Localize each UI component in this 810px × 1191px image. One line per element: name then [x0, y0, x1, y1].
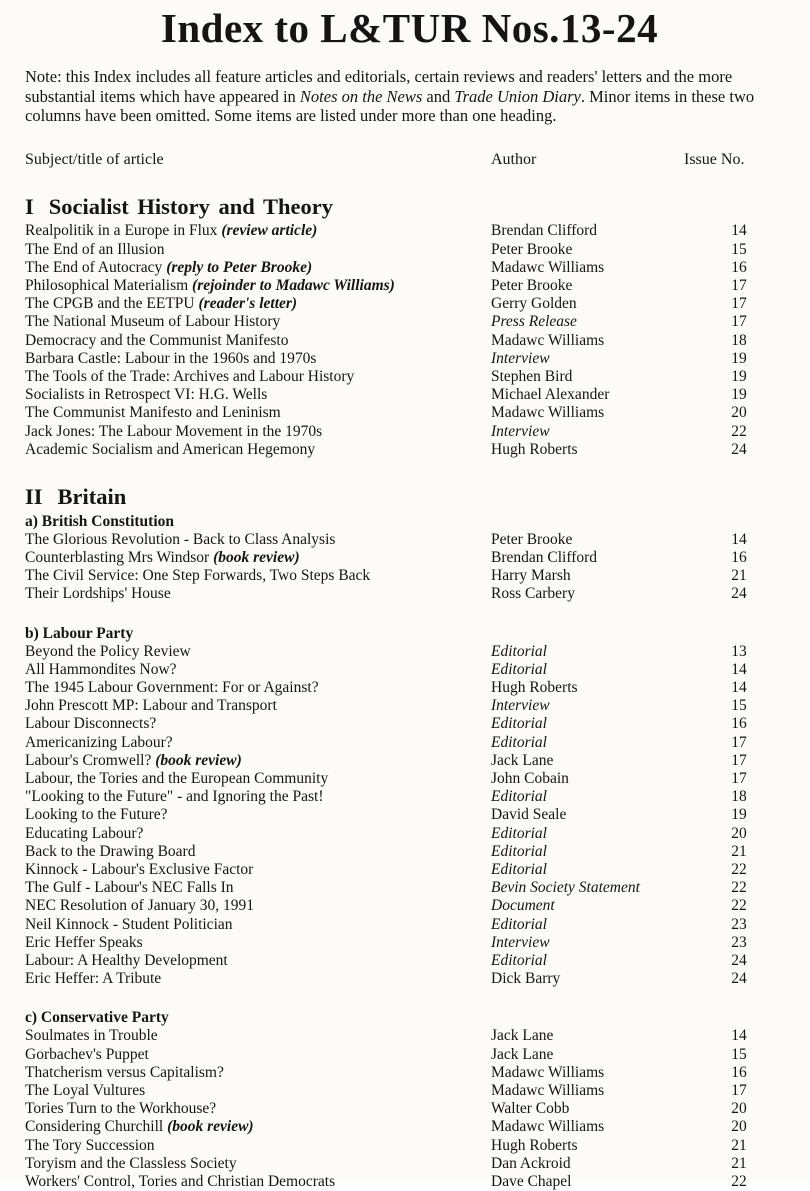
- article-author: Interview: [491, 349, 550, 367]
- index-row: [25, 1118, 794, 1136]
- article-issue: 23: [731, 933, 747, 951]
- article-title: Toryism and the Classless Society: [25, 1154, 237, 1172]
- article-author: Jack Lane: [491, 1045, 554, 1063]
- article-title: Barbara Castle: Labour in the 1960s and 1970s: [25, 349, 317, 367]
- index-row: [25, 970, 794, 988]
- article-author: Madawc Williams: [491, 258, 605, 276]
- article-title: Looking to the Future?: [25, 806, 168, 824]
- article-issue: 24: [731, 585, 747, 603]
- index-row: [25, 1027, 794, 1045]
- article-author: Peter Brooke: [491, 276, 573, 294]
- column-header-row: [25, 151, 794, 169]
- index-row: [25, 259, 794, 277]
- article-author: Madawc Williams: [491, 1082, 605, 1100]
- index-row: [25, 697, 794, 715]
- article-issue: 19: [731, 806, 747, 824]
- index-row: [25, 934, 794, 952]
- section-name: Socialist History and Theory: [48, 193, 333, 219]
- article-issue: 19: [731, 349, 747, 367]
- article-title: The Communist Manifesto and Leninism: [25, 404, 281, 422]
- article-author: Editorial: [491, 824, 547, 842]
- article-title: Considering Churchill (book review): [25, 1118, 254, 1136]
- index-row: [25, 1173, 794, 1191]
- article-title: Workers' Control, Tories and Christian Democrats: [25, 1173, 336, 1191]
- article-author: Editorial: [491, 733, 547, 751]
- article-title: Back to the Drawing Board: [25, 842, 196, 860]
- index-row: [25, 386, 794, 404]
- section-number: II: [25, 483, 43, 509]
- column-header-subject: Subject/title of article: [25, 150, 164, 168]
- article-issue: 17: [731, 276, 747, 294]
- article-author: Dan Ackroid: [491, 1154, 571, 1172]
- article-author: Jack Lane: [491, 751, 554, 769]
- article-issue: 15: [731, 240, 747, 258]
- article-issue: 24: [731, 952, 747, 969]
- article-title-note: (reply to Peter Brooke): [166, 258, 313, 276]
- article-issue: 14: [731, 678, 747, 696]
- article-title: Soulmates in Trouble: [25, 1027, 158, 1045]
- index-row: [25, 897, 794, 915]
- article-author: Hugh Roberts: [491, 1136, 578, 1154]
- article-issue: 14: [731, 530, 747, 548]
- column-header-author: Author: [491, 150, 537, 168]
- article-author: Press Release: [491, 313, 577, 331]
- article-issue: 16: [731, 715, 747, 733]
- index-row: [25, 585, 794, 603]
- article-issue: 21: [731, 1154, 747, 1172]
- article-author: Document: [491, 897, 555, 915]
- index-group: [25, 513, 794, 604]
- article-author: Interview: [491, 933, 550, 951]
- index-row: [25, 879, 794, 897]
- index-row: [25, 952, 794, 970]
- article-issue: 18: [731, 788, 747, 806]
- index-row: [25, 661, 794, 679]
- article-author: Editorial: [491, 660, 547, 678]
- article-author: Editorial: [491, 842, 547, 860]
- article-title: Labour, the Tories and the European Community: [25, 769, 329, 787]
- index-row: [25, 1100, 794, 1118]
- article-title: The Tools of the Trade: Archives and Labour History: [25, 367, 355, 385]
- article-title: Labour Disconnects?: [25, 715, 157, 733]
- index-group: [25, 625, 794, 989]
- index-row: [25, 752, 794, 770]
- article-title: The End of an Illusion: [25, 240, 165, 258]
- article-title: Tories Turn to the Workhouse?: [25, 1100, 217, 1118]
- article-title: Beyond the Policy Review: [25, 642, 191, 660]
- index-row: [25, 643, 794, 661]
- article-issue: 20: [731, 824, 747, 842]
- article-author: Brendan Clifford: [491, 548, 598, 566]
- article-title: The Loyal Vultures: [25, 1082, 146, 1100]
- index-row: [25, 423, 794, 441]
- article-issue: 17: [731, 769, 747, 787]
- article-title: The National Museum of Labour History: [25, 313, 281, 331]
- article-issue: 21: [731, 842, 747, 860]
- index-row: [25, 531, 794, 549]
- article-title: Kinnock - Labour's Exclusive Factor: [25, 860, 254, 878]
- note-segment: and: [422, 86, 455, 106]
- index-row: [25, 861, 794, 879]
- article-issue: 22: [731, 860, 747, 878]
- article-author: John Cobain: [491, 769, 569, 787]
- article-title: "Looking to the Future" - and Ignoring the Past!: [25, 788, 324, 806]
- index-row: [25, 806, 794, 824]
- article-issue: 16: [731, 258, 747, 276]
- article-issue: 21: [731, 567, 747, 585]
- article-title: Jack Jones: The Labour Movement in the 1970s: [25, 422, 323, 440]
- article-title-note: (book review): [213, 548, 300, 566]
- page-title: Index to L&TUR Nos.13-24: [160, 5, 659, 51]
- note-segment: Note: this Index includes all feature articles and editorials, certain reviews and readers' letters and the more substantial items which have appeared in: [25, 67, 733, 106]
- index-row: [25, 350, 794, 368]
- article-issue: 13: [731, 642, 747, 660]
- index-row: [25, 734, 794, 752]
- note-italic-segment: Notes on the News: [299, 86, 423, 106]
- article-title: Realpolitik in a Europe in Flux (review article): [25, 222, 318, 240]
- note-italic-segment: Trade Union Diary: [454, 86, 581, 106]
- index-row: [25, 1046, 794, 1064]
- article-title: Americanizing Labour?: [25, 733, 173, 751]
- section-heading: [25, 485, 794, 510]
- article-author: Ross Carbery: [491, 585, 575, 603]
- sections: [25, 195, 794, 1191]
- index-group: [25, 1009, 794, 1191]
- article-author: David Seale: [491, 806, 567, 824]
- article-title: The CPGB and the EETPU (reader's letter): [25, 295, 298, 313]
- index-group: [25, 222, 794, 459]
- article-author: Michael Alexander: [491, 386, 610, 404]
- article-title: Labour: A Healthy Development: [25, 952, 228, 969]
- article-issue: 17: [731, 295, 747, 313]
- index-row: [25, 549, 794, 567]
- article-title: Academic Socialism and American Hegemony: [25, 440, 316, 458]
- article-author: Jack Lane: [491, 1027, 554, 1045]
- article-issue: 17: [731, 313, 747, 331]
- article-title: The End of Autocracy (reply to Peter Brooke): [25, 258, 313, 276]
- article-title: NEC Resolution of January 30, 1991: [25, 897, 255, 915]
- article-author: Hugh Roberts: [491, 678, 578, 696]
- article-author: Interview: [491, 697, 550, 715]
- index-row: [25, 843, 794, 861]
- article-issue: 24: [731, 440, 747, 458]
- article-author: Editorial: [491, 642, 547, 660]
- article-title: The Glorious Revolution - Back to Class Analysis: [25, 530, 336, 548]
- article-author: Stephen Bird: [491, 367, 573, 385]
- article-title: Eric Heffer: A Tribute: [25, 970, 162, 988]
- article-title: Eric Heffer Speaks: [25, 933, 143, 951]
- index-row: [25, 567, 794, 585]
- article-title: Counterblasting Mrs Windsor (book review): [25, 548, 300, 566]
- group-label: c) Conservative Party: [25, 1009, 169, 1027]
- article-title: Democracy and the Communist Manifesto: [25, 331, 289, 349]
- note-paragraph: [25, 67, 795, 126]
- index-row: [25, 825, 794, 843]
- section-number: I: [25, 193, 34, 219]
- article-issue: 20: [731, 1118, 747, 1136]
- index-row: [25, 1155, 794, 1173]
- article-issue: 22: [731, 879, 747, 897]
- article-issue: 23: [731, 915, 747, 933]
- article-issue: 14: [731, 222, 747, 240]
- article-issue: 24: [731, 970, 747, 988]
- article-author: Dick Barry: [491, 970, 561, 988]
- index-row: [25, 788, 794, 806]
- index-row: [25, 295, 794, 313]
- article-title-note: (reader's letter): [198, 295, 298, 313]
- article-issue: 16: [731, 548, 747, 566]
- article-author: Harry Marsh: [491, 567, 571, 585]
- index-row: [25, 715, 794, 733]
- section-heading: [25, 195, 794, 220]
- index-row: [25, 679, 794, 697]
- article-author: Editorial: [491, 952, 547, 969]
- index-row: [25, 277, 794, 295]
- article-author: Brendan Clifford: [491, 222, 598, 240]
- group-label: a) British Constitution: [25, 512, 174, 530]
- article-title: Philosophical Materialism (rejoinder to Madawc Williams): [25, 276, 395, 294]
- article-title: Labour's Cromwell? (book review): [25, 751, 242, 769]
- article-title: The Gulf - Labour's NEC Falls In: [25, 879, 234, 897]
- article-issue: 22: [731, 422, 747, 440]
- article-issue: 14: [731, 1027, 747, 1045]
- article-issue: 18: [731, 331, 747, 349]
- article-author: Editorial: [491, 860, 547, 878]
- article-title: All Hammondites Now?: [25, 660, 177, 678]
- article-author: Madawc Williams: [491, 404, 605, 422]
- article-issue: 17: [731, 751, 747, 769]
- index-row: [25, 222, 794, 240]
- article-author: Bevin Society Statement: [491, 879, 640, 897]
- article-issue: 19: [731, 386, 747, 404]
- index-row: [25, 313, 794, 331]
- article-title: Neil Kinnock - Student Politician: [25, 915, 233, 933]
- index-row: [25, 1137, 794, 1155]
- article-issue: 17: [731, 1082, 747, 1100]
- article-title: The 1945 Labour Government: For or Against?: [25, 678, 319, 696]
- article-title: Gorbachev's Puppet: [25, 1045, 149, 1063]
- index-row: [25, 916, 794, 934]
- article-author: Madawc Williams: [491, 331, 605, 349]
- section-name: Britain: [57, 483, 127, 509]
- index-row: [25, 441, 794, 459]
- index-row: [25, 1082, 794, 1100]
- article-issue: 22: [731, 897, 747, 915]
- article-issue: 15: [731, 697, 747, 715]
- article-title: John Prescott MP: Labour and Transport: [25, 697, 277, 715]
- article-issue: 22: [731, 1173, 747, 1191]
- index-row: [25, 1064, 794, 1082]
- article-title-note: (review article): [221, 222, 318, 240]
- article-issue: 19: [731, 367, 747, 385]
- index-row: [25, 368, 794, 386]
- article-author: Walter Cobb: [491, 1100, 570, 1118]
- article-issue: 14: [731, 660, 747, 678]
- index-row: [25, 770, 794, 788]
- article-issue: 15: [731, 1045, 747, 1063]
- article-author: Editorial: [491, 915, 547, 933]
- article-issue: 17: [731, 733, 747, 751]
- index-row: [25, 404, 794, 422]
- article-title: Thatcherism versus Capitalism?: [25, 1063, 224, 1081]
- article-title: Socialists in Retrospect VI: H.G. Wells: [25, 386, 268, 404]
- article-title: The Tory Succession: [25, 1136, 155, 1154]
- article-author: Peter Brooke: [491, 530, 573, 548]
- article-author: Interview: [491, 422, 550, 440]
- article-issue: 20: [731, 1100, 747, 1118]
- article-author: Gerry Golden: [491, 295, 577, 313]
- article-title: Educating Labour?: [25, 824, 144, 842]
- article-author: Hugh Roberts: [491, 440, 578, 458]
- article-author: Dave Chapel: [491, 1173, 572, 1191]
- index-row: [25, 241, 794, 259]
- article-issue: 21: [731, 1136, 747, 1154]
- article-author: Editorial: [491, 715, 547, 733]
- article-title-note: (book review): [167, 1118, 254, 1136]
- index-row: [25, 332, 794, 350]
- article-title-note: (rejoinder to Madawc Williams): [192, 276, 395, 294]
- section-i: [25, 195, 794, 459]
- article-author: Madawc Williams: [491, 1063, 605, 1081]
- note-segment: . Minor items in these two columns have been omitted. Some items are listed under more than one heading.: [25, 86, 755, 126]
- article-author: Madawc Williams: [491, 1118, 605, 1136]
- article-author: Peter Brooke: [491, 240, 573, 258]
- article-title: Their Lordships' House: [25, 585, 171, 603]
- article-title-note: (book review): [155, 751, 242, 769]
- article-author: Editorial: [491, 788, 547, 806]
- article-issue: 20: [731, 404, 747, 422]
- group-label: b) Labour Party: [25, 624, 134, 642]
- section-ii: [25, 485, 794, 1191]
- column-header-issue: Issue No.: [684, 150, 745, 168]
- article-issue: 16: [731, 1063, 747, 1081]
- article-title: The Civil Service: One Step Forwards, Two Steps Back: [25, 567, 371, 585]
